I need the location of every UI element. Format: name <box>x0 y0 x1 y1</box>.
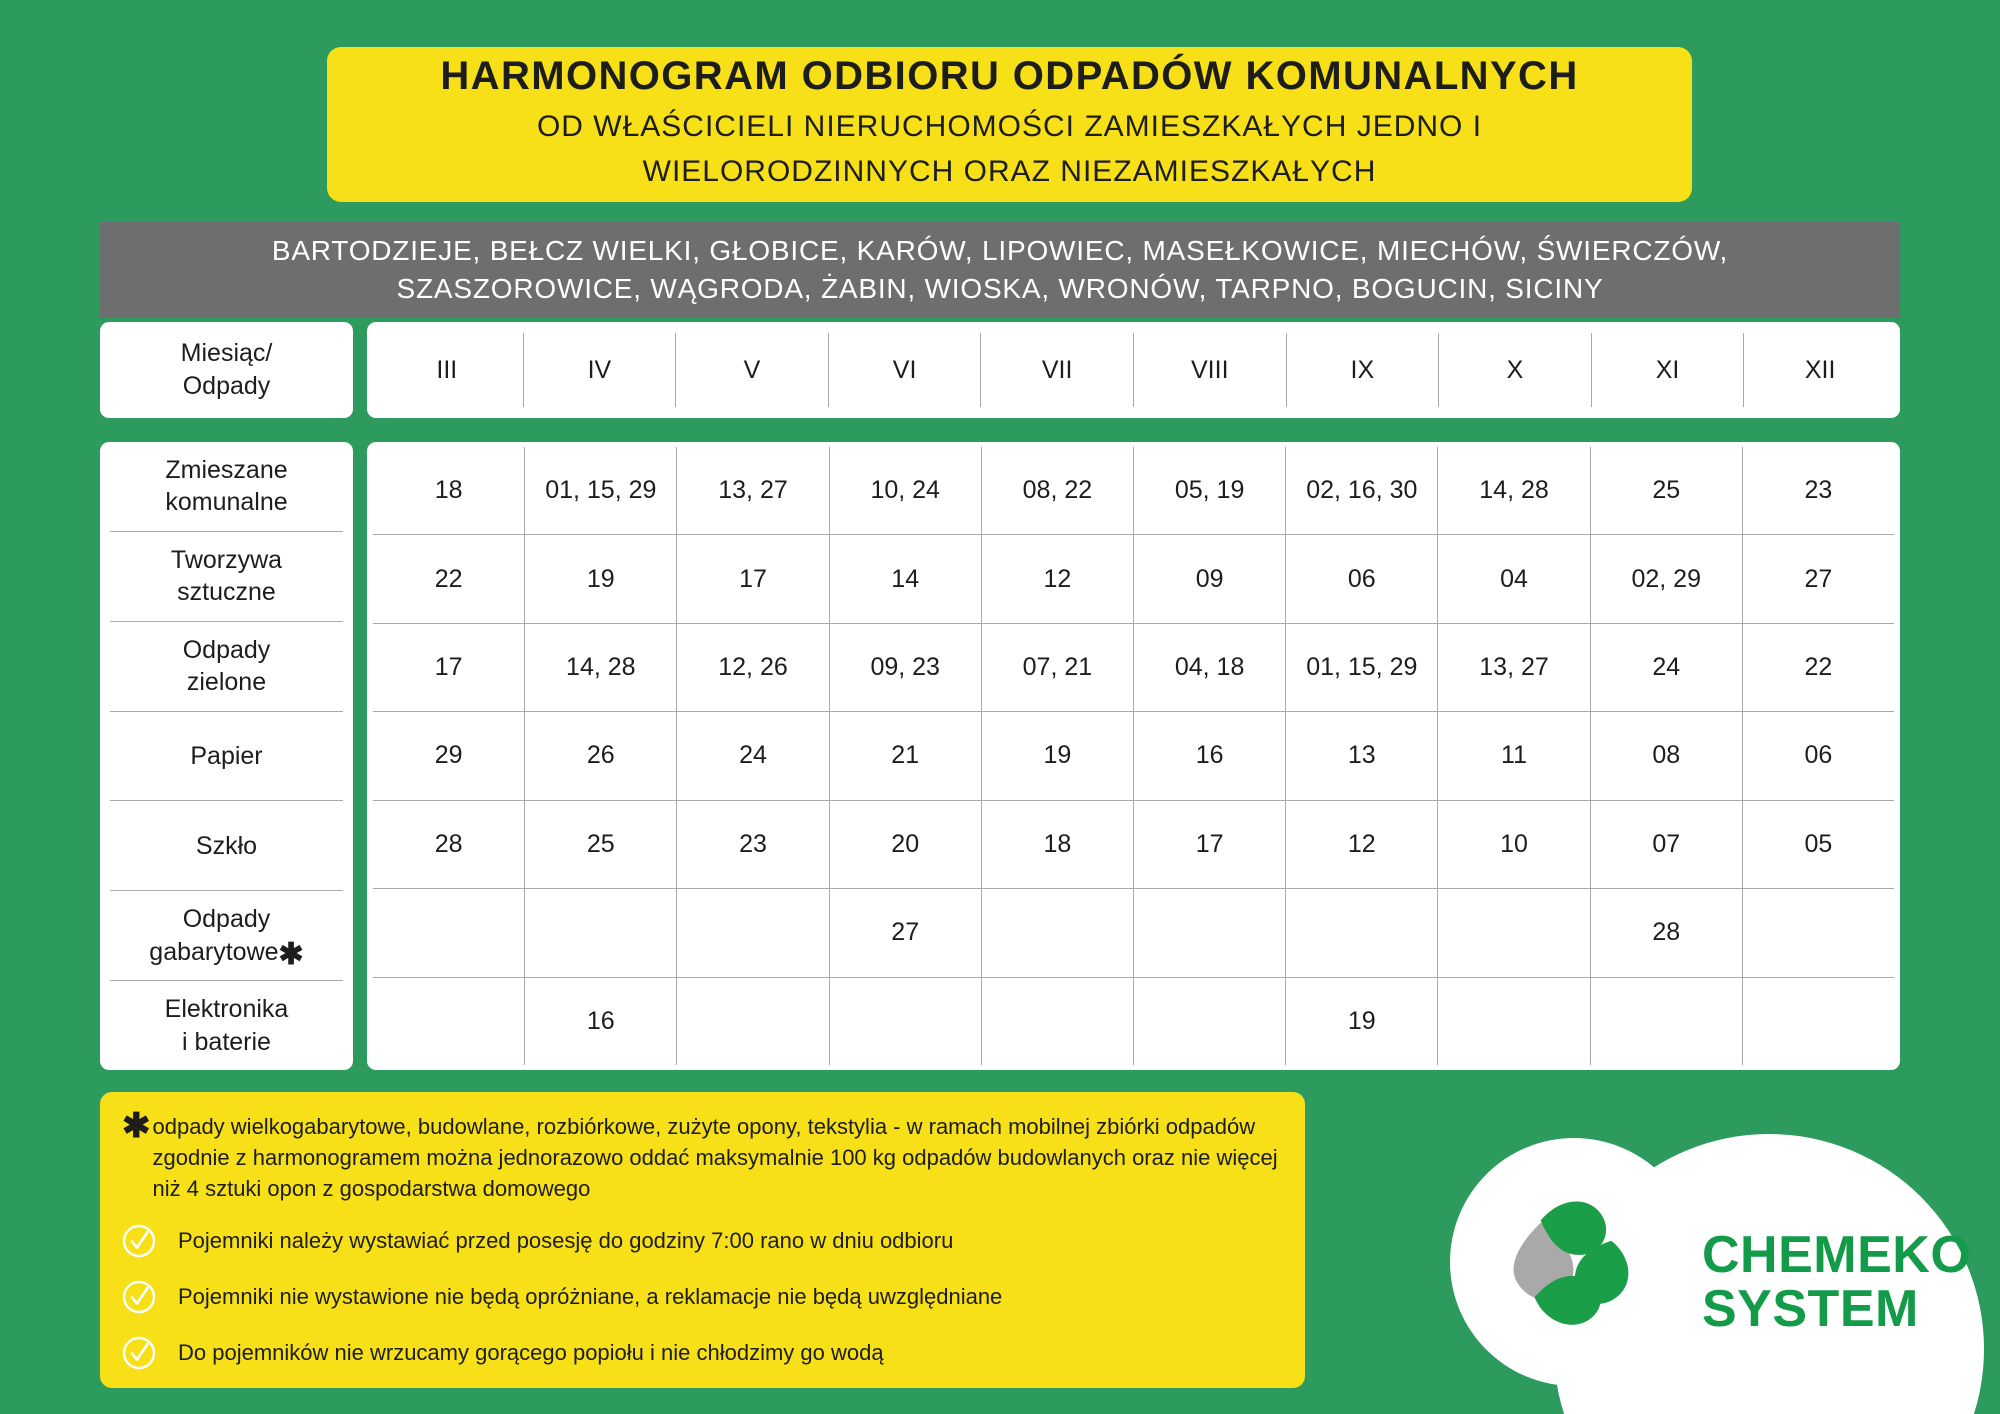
checkmark-icon <box>122 1336 156 1370</box>
schedule-cell: 29 <box>373 712 525 799</box>
table-row <box>373 801 1894 889</box>
bullet-text: Pojemniki należy wystawiać przed posesję do godziny 7:00 rano w dniu odbioru <box>178 1228 954 1254</box>
schedule-cell: 19 <box>982 712 1134 799</box>
schedule-cell: 09 <box>1134 535 1286 622</box>
waste-label-line-1: Papier <box>190 741 263 770</box>
bullet-item <box>122 1224 1279 1258</box>
month-header-IV: IV <box>524 333 677 407</box>
waste-label-line-2: komunalne <box>165 488 288 517</box>
title-banner <box>327 47 1692 202</box>
month-header-XII: XII <box>1804 355 1836 384</box>
schedule-cell <box>677 889 829 976</box>
month-header-III: III <box>371 333 524 407</box>
waste-type-label <box>110 712 343 802</box>
schedule-cell: 28 <box>373 801 525 888</box>
notes-box <box>100 1092 1305 1388</box>
schedule-cell: 12, 26 <box>677 624 829 711</box>
schedule-cell <box>1286 889 1438 976</box>
schedule-table-header <box>100 322 1900 418</box>
schedule-cell: 13, 27 <box>677 447 829 534</box>
schedule-cell: 19 <box>525 535 677 622</box>
logo-wordmark <box>1702 1225 1972 1338</box>
waste-label-line-1: Zmieszane <box>165 455 288 484</box>
schedule-cell: 14, 28 <box>525 624 677 711</box>
month-header-X: X <box>1439 333 1592 407</box>
schedule-cell: 21 <box>830 712 982 799</box>
schedule-cell: 23 <box>1804 476 1833 505</box>
bullet-text: Do pojemników nie wrzucamy gorącego popiołu i nie chłodzimy go wodą <box>178 1340 884 1366</box>
schedule-cell <box>373 978 525 1065</box>
schedule-cell: 24 <box>677 712 829 799</box>
bullet-text: Pojemniki nie wystawione nie będą opróżniane, a reklamacje nie będą uwzględniane <box>178 1284 1003 1310</box>
schedule-cell: 17 <box>373 624 525 711</box>
schedule-cell <box>525 889 677 976</box>
schedule-cell: 04 <box>1438 535 1590 622</box>
schedule-cell: 14, 28 <box>1438 447 1590 534</box>
schedule-cell: 01, 15, 29 <box>525 447 677 534</box>
schedule-table-body <box>100 442 1900 1070</box>
table-row <box>373 978 1894 1065</box>
waste-label-line-1: Tworzywa <box>170 545 283 574</box>
waste-label-line-1: Elektronika <box>164 995 289 1024</box>
schedule-data-grid <box>367 442 1900 1070</box>
schedule-cell <box>830 978 982 1065</box>
schedule-cell <box>982 978 1134 1065</box>
schedule-cell: 18 <box>982 801 1134 888</box>
schedule-cell: 26 <box>525 712 677 799</box>
schedule-cell <box>1438 889 1590 976</box>
bullet-list <box>122 1224 1279 1370</box>
waste-label-line-1: Szkło <box>195 831 258 860</box>
schedule-cell: 13, 27 <box>1438 624 1590 711</box>
month-header-IX: IX <box>1287 333 1440 407</box>
checkmark-icon <box>122 1224 156 1258</box>
logo-name-line-1: CHEMEKO <box>1702 1225 1972 1284</box>
month-header-VI: VI <box>829 333 982 407</box>
schedule-cell: 05 <box>1804 829 1833 858</box>
bullet-item <box>122 1280 1279 1314</box>
asterisk-icon: ✱ <box>122 1107 151 1145</box>
schedule-cell: 17 <box>677 535 829 622</box>
schedule-cell: 06 <box>1286 535 1438 622</box>
checkmark-icon <box>122 1280 156 1314</box>
corner-label-line-1: Miesiąc/ <box>180 338 273 367</box>
schedule-cell: 12 <box>982 535 1134 622</box>
schedule-cell: 10 <box>1438 801 1590 888</box>
schedule-cell: 05, 19 <box>1134 447 1286 534</box>
schedule-cell: 28 <box>1591 889 1743 976</box>
bullet-item <box>122 1336 1279 1370</box>
schedule-cell: 22 <box>1804 653 1833 682</box>
table-row <box>373 889 1894 977</box>
waste-type-label <box>110 891 343 981</box>
schedule-cell: 11 <box>1438 712 1590 799</box>
month-header-XI: XI <box>1592 333 1745 407</box>
locality-line-1: BARTODZIEJE, BEŁCZ WIELKI, GŁOBICE, KARÓW, LIPOWIEC, MASEŁKOWICE, MIECHÓW, ŚWIERCZÓW, <box>271 235 1729 267</box>
footnote <box>122 1107 1279 1204</box>
locality-banner <box>100 222 1900 318</box>
schedule-cell: 27 <box>830 889 982 976</box>
page-title: HARMONOGRAM ODBIORU ODPADÓW KOMUNALNYCH <box>440 54 1579 99</box>
schedule-cell: 25 <box>525 801 677 888</box>
schedule-cell <box>1134 978 1286 1065</box>
schedule-cell: 02, 29 <box>1591 535 1743 622</box>
schedule-cell <box>982 889 1134 976</box>
schedule-cell: 08 <box>1591 712 1743 799</box>
schedule-cell: 16 <box>525 978 677 1065</box>
page-subtitle-line1: OD WŁAŚCICIELI NIERUCHOMOŚCI ZAMIESZKAŁYCH JEDNO I <box>536 109 1483 143</box>
waste-label-line-1: Odpady <box>182 635 271 664</box>
schedule-cell: 09, 23 <box>830 624 982 711</box>
chemeko-system-logo <box>1440 1084 2000 1414</box>
schedule-cell: 19 <box>1286 978 1438 1065</box>
table-corner-label <box>100 322 353 418</box>
asterisk-icon: ✱ <box>278 937 304 971</box>
schedule-cell: 18 <box>373 447 525 534</box>
locality-line-2: SZASZOROWICE, WĄGRODA, ŻABIN, WIOSKA, WRONÓW, TARPNO, BOGUCIN, SICINY <box>396 273 1604 304</box>
schedule-cell: 10, 24 <box>830 447 982 534</box>
schedule-cell: 08, 22 <box>982 447 1134 534</box>
schedule-cell: 24 <box>1591 624 1743 711</box>
schedule-cell <box>1743 978 1894 1065</box>
schedule-cell: 07 <box>1591 801 1743 888</box>
schedule-cell <box>1134 889 1286 976</box>
table-row <box>373 712 1894 800</box>
waste-label-line-2: sztuczne <box>177 578 276 607</box>
waste-type-labels <box>100 442 353 1070</box>
schedule-cell: 14 <box>830 535 982 622</box>
schedule-cell <box>1743 889 1894 976</box>
schedule-cell: 20 <box>830 801 982 888</box>
schedule-cell: 07, 21 <box>982 624 1134 711</box>
logo-name-line-2: SYSTEM <box>1702 1279 1919 1338</box>
waste-label-line-2: i baterie <box>182 1027 271 1056</box>
schedule-cell <box>373 889 525 976</box>
schedule-cell: 23 <box>677 801 829 888</box>
month-header-cells <box>367 322 1900 418</box>
footnote-text: odpady wielkogabarytowe, budowlane, rozbiórkowe, zużyte opony, tekstylia - w ramach mobilnej zbiórki odpadów zgodnie z harmonogramem można jednorazowo oddać maksymalnie 100 kg odpadów budowlanych oraz nie więcej niż 4 sztuki opon z gospodarstwa domowego <box>152 1114 1278 1201</box>
schedule-cell: 13 <box>1286 712 1438 799</box>
schedule-cell: 16 <box>1134 712 1286 799</box>
schedule-cell: 12 <box>1286 801 1438 888</box>
schedule-cell: 22 <box>373 535 525 622</box>
schedule-cell <box>1591 978 1743 1065</box>
schedule-cell: 01, 15, 29 <box>1286 624 1438 711</box>
table-row <box>373 447 1894 535</box>
schedule-cell: 04, 18 <box>1134 624 1286 711</box>
waste-label-line-1: Odpady <box>182 905 271 934</box>
table-row <box>373 624 1894 712</box>
waste-type-label <box>110 981 343 1070</box>
schedule-cell <box>677 978 829 1065</box>
schedule-cell: 02, 16, 30 <box>1286 447 1438 534</box>
schedule-cell: 06 <box>1804 741 1833 770</box>
waste-type-label <box>110 801 343 891</box>
corner-label-line-2: Odpady <box>182 372 271 400</box>
month-header-VIII: VIII <box>1134 333 1287 407</box>
table-row <box>373 535 1894 623</box>
schedule-cell <box>1438 978 1590 1065</box>
page-subtitle-line2: WIELORODZINNYCH ORAZ NIEZAMIESZKAŁYCH <box>642 154 1377 188</box>
month-header-V: V <box>676 333 829 407</box>
schedule-cell: 27 <box>1804 564 1833 593</box>
waste-type-label <box>110 442 343 532</box>
month-header-VII: VII <box>981 333 1134 407</box>
waste-type-label <box>110 532 343 622</box>
schedule-cell: 25 <box>1591 447 1743 534</box>
waste-label-line-2: gabarytowe <box>149 937 279 966</box>
waste-label-line-2: zielone <box>186 668 267 697</box>
schedule-cell: 17 <box>1134 801 1286 888</box>
waste-type-label <box>110 622 343 712</box>
recycling-emblem-icon <box>1482 1170 1664 1352</box>
